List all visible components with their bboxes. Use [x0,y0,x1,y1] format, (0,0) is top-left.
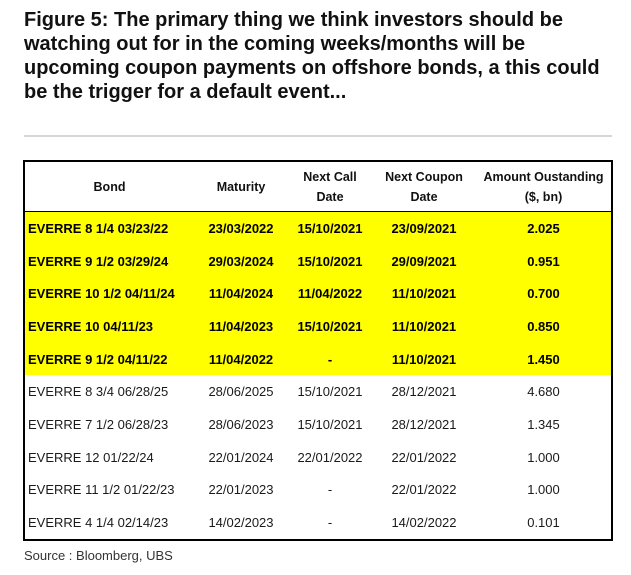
maturity-cell: 22/01/2023 [208,482,274,498]
next-call-date-cell: 15/10/2021 [288,212,372,245]
header-next-call-date: Next Call Date [288,161,372,212]
amount-outstanding-cell: 1.345 [527,416,560,432]
table-row [24,343,612,376]
bond-name-cell: EVERRE 4 1/4 02/14/23 [28,515,169,531]
next-coupon-date-cell: 14/02/2022 [391,515,457,531]
bond-name-cell: EVERRE 9 1/2 04/11/22 [24,343,194,376]
next-coupon-date-cell: 11/10/2021 [372,343,476,376]
bond-table [23,160,613,541]
amount-outstanding-cell: 1.000 [527,482,560,498]
header-amount-outstanding: Amount Oustanding ($, bn) [476,161,612,212]
maturity-cell: 28/06/2023 [208,416,274,432]
table-row [24,277,612,310]
next-call-date-cell: - [288,343,372,376]
figure-title: Figure 5: The primary thing we think investors should be watching out for in the coming weeks/months will be upcoming coupon payments on offshore bonds, a this could be the trigger for a default event... [24,9,600,103]
source-note: Source : Bloomberg, UBS [24,548,173,563]
bond-name-cell: EVERRE 7 1/2 06/28/23 [28,416,169,432]
next-call-date-cell: - [327,515,333,531]
maturity-cell: 23/03/2022 [194,212,288,245]
bond-name-cell: EVERRE 10 04/11/23 [24,310,194,343]
header-next-coupon-date: Next Coupon Date [372,161,476,212]
header-bond: Bond [24,161,194,212]
maturity-cell: 28/06/2025 [208,384,274,400]
table-body [24,212,612,540]
table-row [24,375,612,408]
next-call-date-cell: 15/10/2021 [297,384,363,400]
maturity-cell: 11/04/2022 [194,343,288,376]
amount-outstanding-cell: 1.000 [527,449,560,465]
amount-outstanding-cell: 1.450 [476,343,612,376]
bond-name-cell: EVERRE 12 01/22/24 [28,449,154,465]
next-coupon-date-cell: 29/09/2021 [372,245,476,278]
table-row [24,245,612,278]
maturity-cell: 11/04/2024 [194,277,288,310]
header-maturity: Maturity [194,161,288,212]
next-coupon-date-cell: 23/09/2021 [372,212,476,245]
maturity-cell: 11/04/2023 [194,310,288,343]
next-call-date-cell: 11/04/2022 [288,277,372,310]
bond-name-cell: EVERRE 9 1/2 03/29/24 [24,245,194,278]
amount-outstanding-cell: 0.101 [527,515,560,531]
bond-name-cell: EVERRE 8 3/4 06/28/25 [28,384,169,400]
table-row [24,506,612,540]
amount-outstanding-cell: 0.951 [476,245,612,278]
next-call-date-cell: 22/01/2022 [297,449,363,465]
next-call-date-cell: 15/10/2021 [297,416,363,432]
next-coupon-date-cell: 11/10/2021 [372,310,476,343]
table-header-row [24,161,612,212]
amount-outstanding-cell: 0.700 [476,277,612,310]
title-divider [24,135,612,137]
next-call-date-cell: 15/10/2021 [288,310,372,343]
bond-name-cell: EVERRE 10 1/2 04/11/24 [24,277,194,310]
amount-outstanding-cell: 0.850 [476,310,612,343]
next-coupon-date-cell: 11/10/2021 [372,277,476,310]
bond-name-cell: EVERRE 8 1/4 03/23/22 [24,212,194,245]
next-call-date-cell: - [327,482,333,498]
next-coupon-date-cell: 28/12/2021 [391,384,457,400]
table-row [24,310,612,343]
amount-outstanding-cell: 4.680 [527,384,560,400]
table-row [24,212,612,245]
next-coupon-date-cell: 28/12/2021 [391,416,457,432]
maturity-cell: 29/03/2024 [194,245,288,278]
next-coupon-date-cell: 22/01/2022 [391,449,457,465]
next-coupon-date-cell: 22/01/2022 [391,482,457,498]
table-row [24,408,612,441]
bond-name-cell: EVERRE 11 1/2 01/22/23 [28,482,175,498]
maturity-cell: 14/02/2023 [208,515,274,531]
next-call-date-cell: 15/10/2021 [288,245,372,278]
table-row [24,474,612,507]
table-row [24,441,612,474]
amount-outstanding-cell: 2.025 [476,212,612,245]
maturity-cell: 22/01/2024 [208,449,274,465]
